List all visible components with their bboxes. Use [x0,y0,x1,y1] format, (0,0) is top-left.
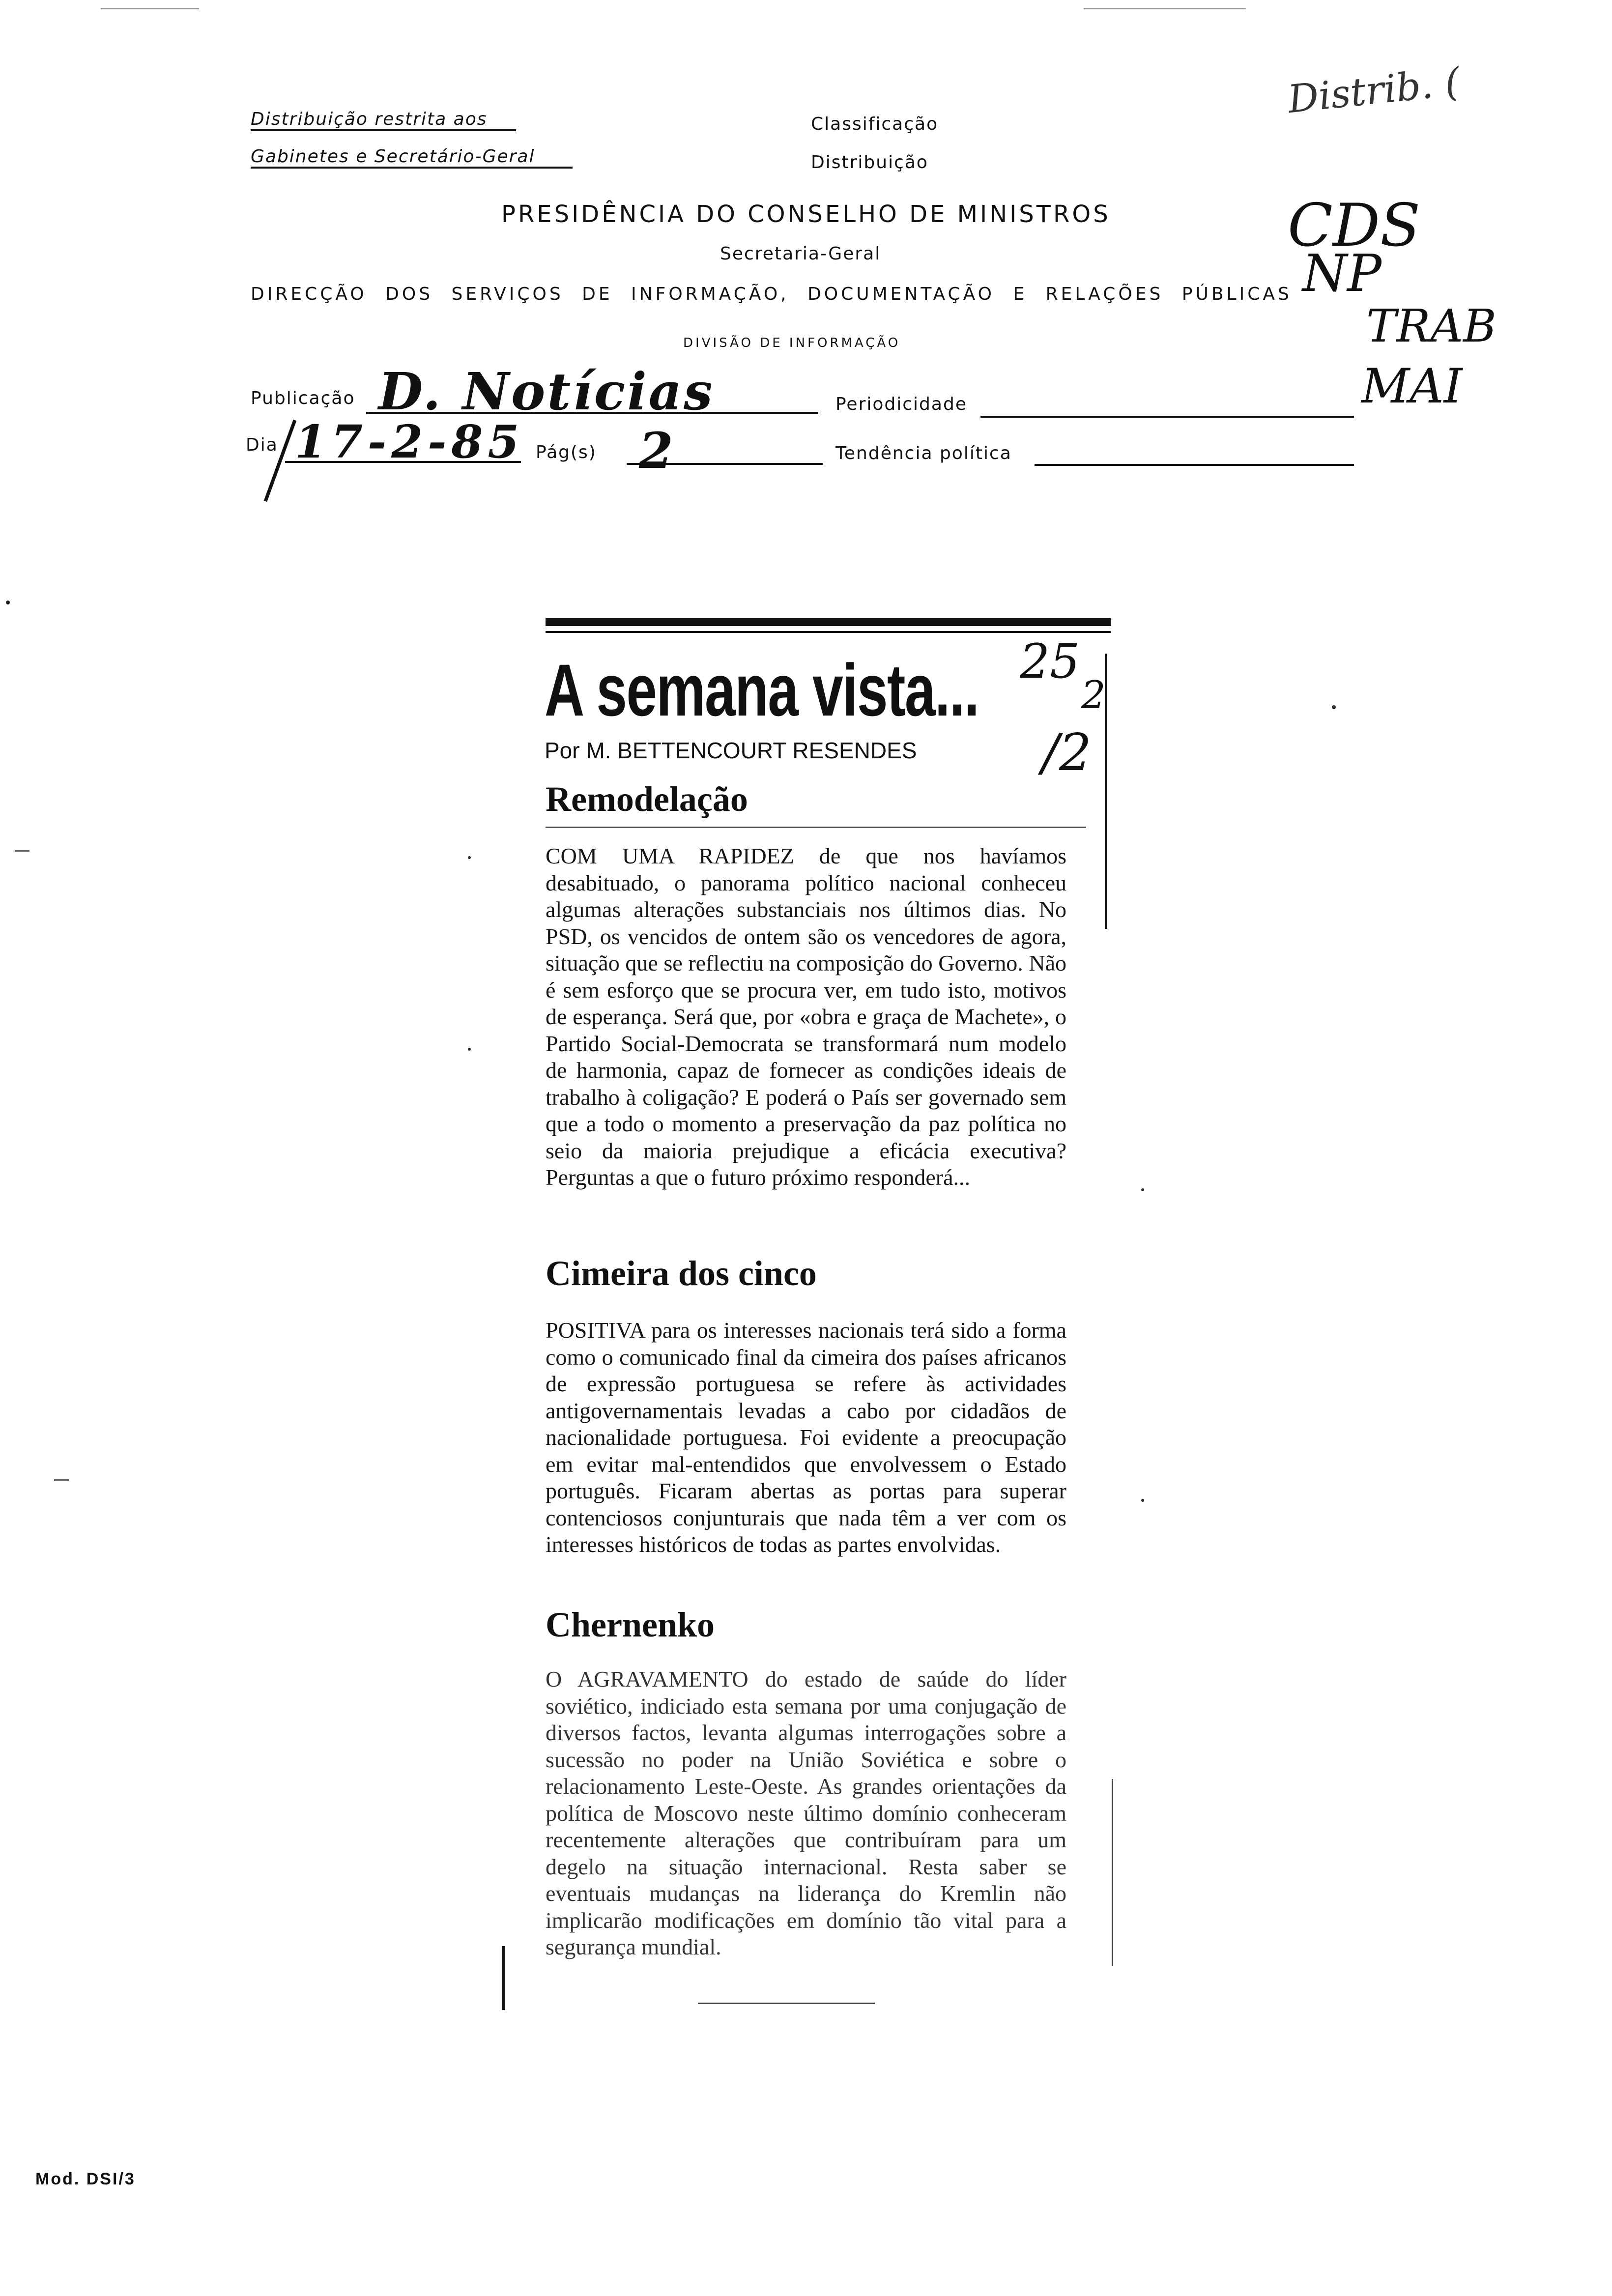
clipping-bottom-rule [698,2003,875,2004]
clipping-left-edge-mark [502,1946,505,2010]
section-heading-cimeira: Cimeira dos cinco [546,1254,817,1293]
scan-speck [468,856,471,859]
section-heading-chernenko: Chernenko [546,1605,715,1644]
article-byline: Por M. BETTENCOURT RESENDES [545,738,917,763]
handwritten-note-cds: CDS [1288,192,1421,260]
directorate: DIRECÇÃO DOS SERVIÇOS DE INFORMAÇÃO, DOCUMENTAÇÃO E RELAÇÕES PÚBLICAS [251,284,1292,304]
scan-speck [1141,1499,1144,1502]
distribution-label: Distribuição [811,152,928,172]
publication-label: Publicação [251,388,355,408]
org-name: PRESIDÊNCIA DO CONSELHO DE MINISTROS [501,201,1111,228]
org-sub: Secretaria-Geral [720,244,881,264]
scan-dash [1084,8,1246,9]
section-body-cimeira: POSITIVA para os interesses nacionais terá sido a forma como o comunicado final da cimeira dos países africanos de expressão portuguesa se refere às actividades antigovernamentais levadas a cabo por cidadãos de nacionalidade portuguesa. Foi evidente a preocupação em evitar mal-entendidos que envolvessem o Estado português. Ficaram abertas as portas para superar contenciosos conjunturais que nada têm a ver com os interesses históricos de todas as partes envolvidas. [546,1318,1066,1557]
section-heading-remodelacao: Remodelação [546,779,748,819]
clipping-top-rule-thick [546,618,1111,626]
publication-value: D. Notícias [378,361,715,422]
pages-value: 2 [639,422,673,480]
scan-dash [15,850,29,852]
classification-label: Classificação [811,114,939,134]
tendency-label: Tendência política [835,443,1012,463]
scan-speck [6,601,10,604]
article-title: A semana vista... [545,649,979,731]
handwritten-note-np: NP [1302,243,1382,303]
section-rule-1 [546,827,1086,828]
restriction-line-1: Distribuição restrita aos [251,109,516,131]
restriction-line-2: Gabinetes e Secretário-Geral [251,146,573,169]
clipping-right-edge-lower [1112,1779,1113,1966]
scan-speck [1141,1188,1144,1191]
scan-speck [1332,705,1336,709]
scan-dash [54,1479,69,1481]
margin-date-mid: 2 [1081,673,1106,718]
day-value: 17-2-85 [295,415,524,468]
date-slash-mark [256,418,300,506]
periodicity-underline [980,416,1354,418]
margin-date-bottom: /2 [1042,722,1092,782]
pages-label: Pág(s) [536,442,597,462]
day-label: Dia [246,435,278,455]
handwritten-note-mai: MAI [1361,359,1463,414]
division-label: DIVISÃO DE INFORMAÇÃO [683,336,901,350]
margin-date-top: 25 [1020,634,1080,689]
handwritten-top-right: Distrib. ( [1286,59,1462,122]
tendency-underline [1035,464,1354,466]
section-body-remodelacao: COM UMA RAPIDEZ de que nos havíamos desabituado, o panorama político nacional conheceu algumas alterações substanciais nos últimos dias. No PSD, os vencidos de ontem são os vencedores de agora, situação que se reflectiu na composição do Governo. Não é sem esforço que se procura ver, em tudo isto, motivos de esperança. Será que, por «obra e graça de Machete», o Partido Social-Democrata se transformará num modelo de harmonia, capaz de fornecer as condições ideais de trabalho à coligação? E poderá o País ser governado sem que a todo o momento a preservação da paz política no seio da maioria prejudique a eficácia executiva? Perguntas a que o futuro próximo responderá... [546,843,1066,1190]
section-body-chernenko: O AGRAVAMENTO do estado de saúde do líder soviético, indiciado esta semana por uma conjugação de diversos factos, levanta algumas interrogações sobre a sucessão no poder na União Soviética e sobre o relacionamento Leste-Oeste. As grandes orientações da política de Moscovo neste último domínio conheceram recentemente alterações que contribuíram para um degelo na situação internacional. Resta saber se eventuais mudanças na liderança do Kremlin não implicarão modificações em domínio tão vital para a segurança mundial. [546,1666,1066,1959]
scan-speck [468,1048,471,1051]
clipping-top-rule-thin [546,631,1111,633]
scan-dash [101,8,199,9]
periodicity-label: Periodicidade [835,394,967,414]
handwritten-note-trab: TRAB [1366,300,1497,352]
model-code: Mod. DSI/3 [35,2170,136,2188]
